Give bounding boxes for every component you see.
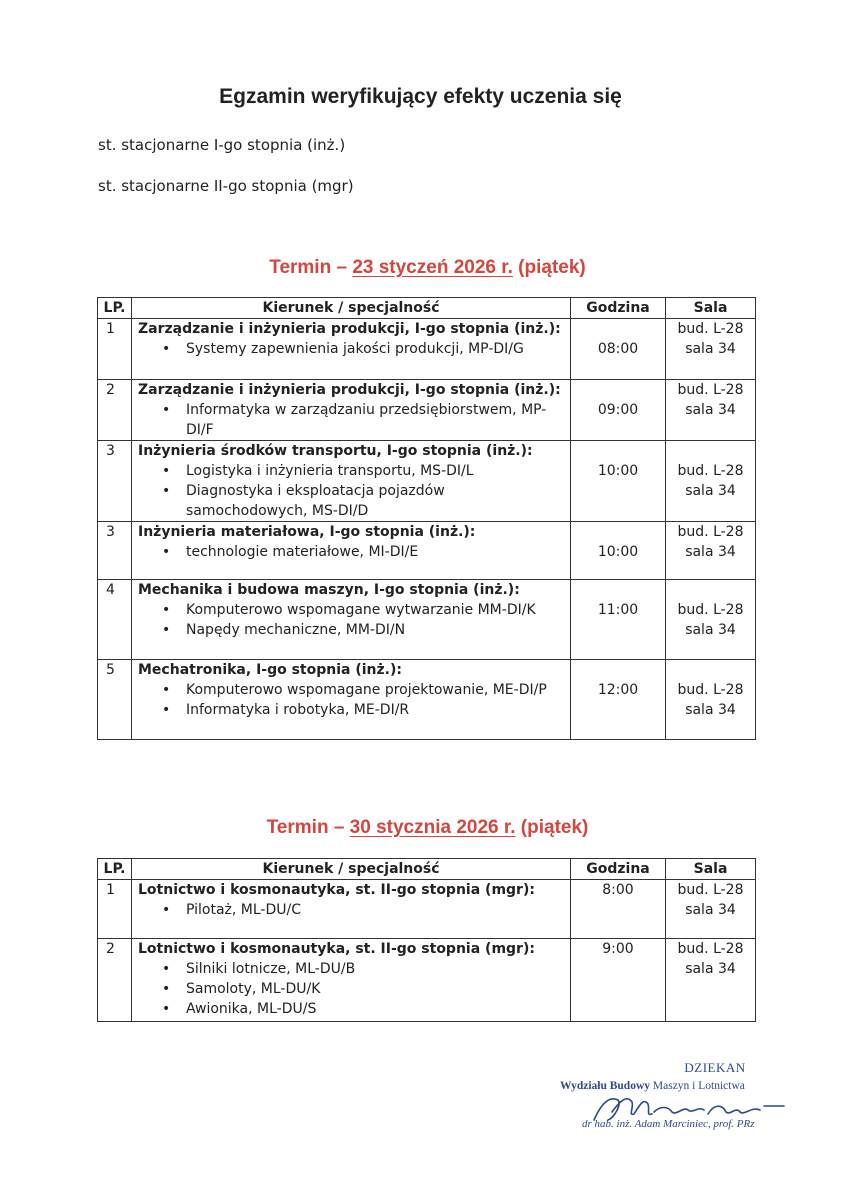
row-godzina bbox=[571, 319, 666, 380]
godzina-value: 08:00 bbox=[597, 341, 639, 357]
term-2-date: 30 stycznia 2026 r. bbox=[349, 817, 516, 838]
term-2-table bbox=[97, 858, 756, 1022]
row-kierunek bbox=[132, 441, 571, 522]
godzina-value: 10:00 bbox=[597, 463, 639, 479]
term-2-heading bbox=[0, 817, 841, 839]
row-sala bbox=[666, 441, 756, 522]
col-kierunek-header: Kierunek / specjalność bbox=[132, 298, 571, 319]
row-kierunek bbox=[132, 580, 571, 660]
table-row bbox=[98, 319, 756, 380]
specialization-item: • Napędy mechaniczne, MM-DI/N bbox=[138, 620, 564, 640]
kierunek-title: Mechanika i budowa maszyn, I-go stopnia (inż.): bbox=[138, 582, 520, 598]
row-sala bbox=[666, 380, 756, 441]
row-godzina bbox=[571, 441, 666, 522]
row-lp: 4 bbox=[98, 580, 132, 660]
specialization-item: • Systemy zapewnienia jakości produkcji, MP-DI/G bbox=[138, 339, 564, 359]
col-lp-header: LP. bbox=[98, 859, 132, 880]
document-title: Egzamin weryfikujący efekty uczenia się bbox=[219, 85, 622, 108]
row-lp: 2 bbox=[98, 939, 132, 1022]
col-godzina-header: Godzina bbox=[571, 298, 666, 319]
sala-building: bud. L-28 bbox=[677, 382, 744, 398]
sala-room: sala 34 bbox=[685, 902, 736, 918]
row-lp: 1 bbox=[98, 880, 132, 939]
table-header-row bbox=[98, 859, 756, 880]
col-kierunek-header: Kierunek / specjalność bbox=[132, 859, 571, 880]
specialization-item: • Informatyka i robotyka, ME-DI/R bbox=[138, 700, 564, 720]
term-1-date: 23 styczeń 2026 r. bbox=[352, 257, 513, 278]
sala-room: sala 34 bbox=[685, 544, 736, 560]
godzina-value: 9:00 bbox=[602, 941, 634, 957]
row-lp: 5 bbox=[98, 660, 132, 740]
specialization-list bbox=[138, 680, 564, 720]
row-lp: 1 bbox=[98, 319, 132, 380]
dean-name: dr hab. inż. Adam Marciniec, prof. PRz bbox=[582, 1118, 755, 1130]
row-godzina bbox=[571, 939, 666, 1022]
row-sala bbox=[666, 939, 756, 1022]
term-1-prefix: Termin – bbox=[269, 257, 353, 278]
sala-building: bud. L-28 bbox=[677, 882, 744, 898]
dean-faculty-bold: Wydziału Budowy bbox=[560, 1080, 651, 1092]
dean-title: DZIEKAN bbox=[684, 1060, 746, 1075]
sala-building: bud. L-28 bbox=[677, 321, 744, 337]
col-godzina-header: Godzina bbox=[571, 859, 666, 880]
sala-building: bud. L-28 bbox=[677, 941, 744, 957]
row-sala bbox=[666, 660, 756, 740]
study-level-line-2: st. stacjonarne II-go stopnia (mgr) bbox=[98, 177, 354, 195]
sala-building: bud. L-28 bbox=[677, 524, 744, 540]
sala-building: bud. L-28 bbox=[677, 682, 744, 698]
kierunek-title: Zarządzanie i inżynieria produkcji, I-go stopnia (inż.): bbox=[138, 382, 561, 398]
godzina-value: 10:00 bbox=[597, 544, 639, 560]
kierunek-title: Inżynieria materiałowa, I-go stopnia (inż.): bbox=[138, 524, 476, 540]
row-kierunek bbox=[132, 939, 571, 1022]
row-godzina bbox=[571, 660, 666, 740]
row-godzina bbox=[571, 380, 666, 441]
specialization-list bbox=[138, 461, 564, 521]
table-row bbox=[98, 880, 756, 939]
sala-room: sala 34 bbox=[685, 483, 736, 499]
specialization-list bbox=[138, 339, 564, 359]
sala-room: sala 34 bbox=[685, 961, 736, 977]
sala-room: sala 34 bbox=[685, 402, 736, 418]
specialization-list bbox=[138, 959, 564, 1019]
term-1-heading bbox=[0, 257, 841, 279]
godzina-value: 12:00 bbox=[597, 682, 639, 698]
kierunek-title: Mechatronika, I-go stopnia (inż.): bbox=[138, 662, 402, 678]
specialization-item: • technologie materiałowe, MI-DI/E bbox=[138, 542, 564, 562]
row-lp: 3 bbox=[98, 441, 132, 522]
term-1-table bbox=[97, 297, 756, 740]
specialization-item: • Diagnostyka i eksploatacja pojazdów samochodowych, MS-DI/D bbox=[138, 481, 564, 521]
table-row bbox=[98, 939, 756, 1022]
sala-room: sala 34 bbox=[685, 622, 736, 638]
col-sala-header: Sala bbox=[666, 859, 756, 880]
specialization-item: • Silniki lotnicze, ML-DU/B bbox=[138, 959, 564, 979]
dean-faculty bbox=[560, 1080, 810, 1092]
dean-faculty-rest: Maszyn i Lotnictwa bbox=[650, 1080, 745, 1092]
row-godzina bbox=[571, 522, 666, 580]
term-2-prefix: Termin – bbox=[266, 817, 350, 838]
row-sala bbox=[666, 522, 756, 580]
kierunek-title: Inżynieria środków transportu, I-go stopnia (inż.): bbox=[138, 443, 533, 459]
table-header-row bbox=[98, 298, 756, 319]
kierunek-title: Lotnictwo i kosmonautyka, st. II-go stopnia (mgr): bbox=[138, 882, 535, 898]
specialization-list bbox=[138, 900, 564, 920]
sala-building: bud. L-28 bbox=[677, 463, 744, 479]
kierunek-title: Lotnictwo i kosmonautyka, st. II-go stopnia (mgr): bbox=[138, 941, 535, 957]
term-1-suffix: (piątek) bbox=[512, 257, 586, 278]
specialization-list bbox=[138, 600, 564, 640]
specialization-item: • Informatyka w zarządzaniu przedsiębiorstwem, MP-DI/F bbox=[138, 400, 564, 440]
row-lp: 2 bbox=[98, 380, 132, 441]
row-sala bbox=[666, 880, 756, 939]
table-row bbox=[98, 380, 756, 441]
specialization-item: • Awionika, ML-DU/S bbox=[138, 999, 564, 1019]
sala-room: sala 34 bbox=[685, 341, 736, 357]
godzina-value: 11:00 bbox=[597, 602, 639, 618]
godzina-value: 09:00 bbox=[597, 402, 639, 418]
kierunek-title: Zarządzanie i inżynieria produkcji, I-go stopnia (inż.): bbox=[138, 321, 561, 337]
specialization-item: • Samoloty, ML-DU/K bbox=[138, 979, 564, 999]
row-sala bbox=[666, 319, 756, 380]
dean-stamp bbox=[560, 1060, 810, 1130]
table-row bbox=[98, 660, 756, 740]
row-kierunek bbox=[132, 660, 571, 740]
table-row bbox=[98, 522, 756, 580]
row-godzina bbox=[571, 880, 666, 939]
sala-building: bud. L-28 bbox=[677, 602, 744, 618]
specialization-item: • Komputerowo wspomagane wytwarzanie MM-DI/K bbox=[138, 600, 564, 620]
specialization-list bbox=[138, 400, 564, 440]
row-kierunek bbox=[132, 880, 571, 939]
specialization-item: • Komputerowo wspomagane projektowanie, ME-DI/P bbox=[138, 680, 564, 700]
row-kierunek bbox=[132, 522, 571, 580]
row-sala bbox=[666, 580, 756, 660]
row-kierunek bbox=[132, 380, 571, 441]
row-godzina bbox=[571, 580, 666, 660]
specialization-item: • Logistyka i inżynieria transportu, MS-DI/L bbox=[138, 461, 564, 481]
specialization-item: • Pilotaż, ML-DU/C bbox=[138, 900, 564, 920]
specialization-list bbox=[138, 542, 564, 562]
col-lp-header: LP. bbox=[98, 298, 132, 319]
term-2-suffix: (piątek) bbox=[515, 817, 589, 838]
col-sala-header: Sala bbox=[666, 298, 756, 319]
row-kierunek bbox=[132, 319, 571, 380]
table-row bbox=[98, 580, 756, 660]
row-lp: 3 bbox=[98, 522, 132, 580]
godzina-value: 8:00 bbox=[602, 882, 634, 898]
study-level-line-1: st. stacjonarne I-go stopnia (inż.) bbox=[98, 136, 346, 154]
sala-room: sala 34 bbox=[685, 702, 736, 718]
table-row bbox=[98, 441, 756, 522]
